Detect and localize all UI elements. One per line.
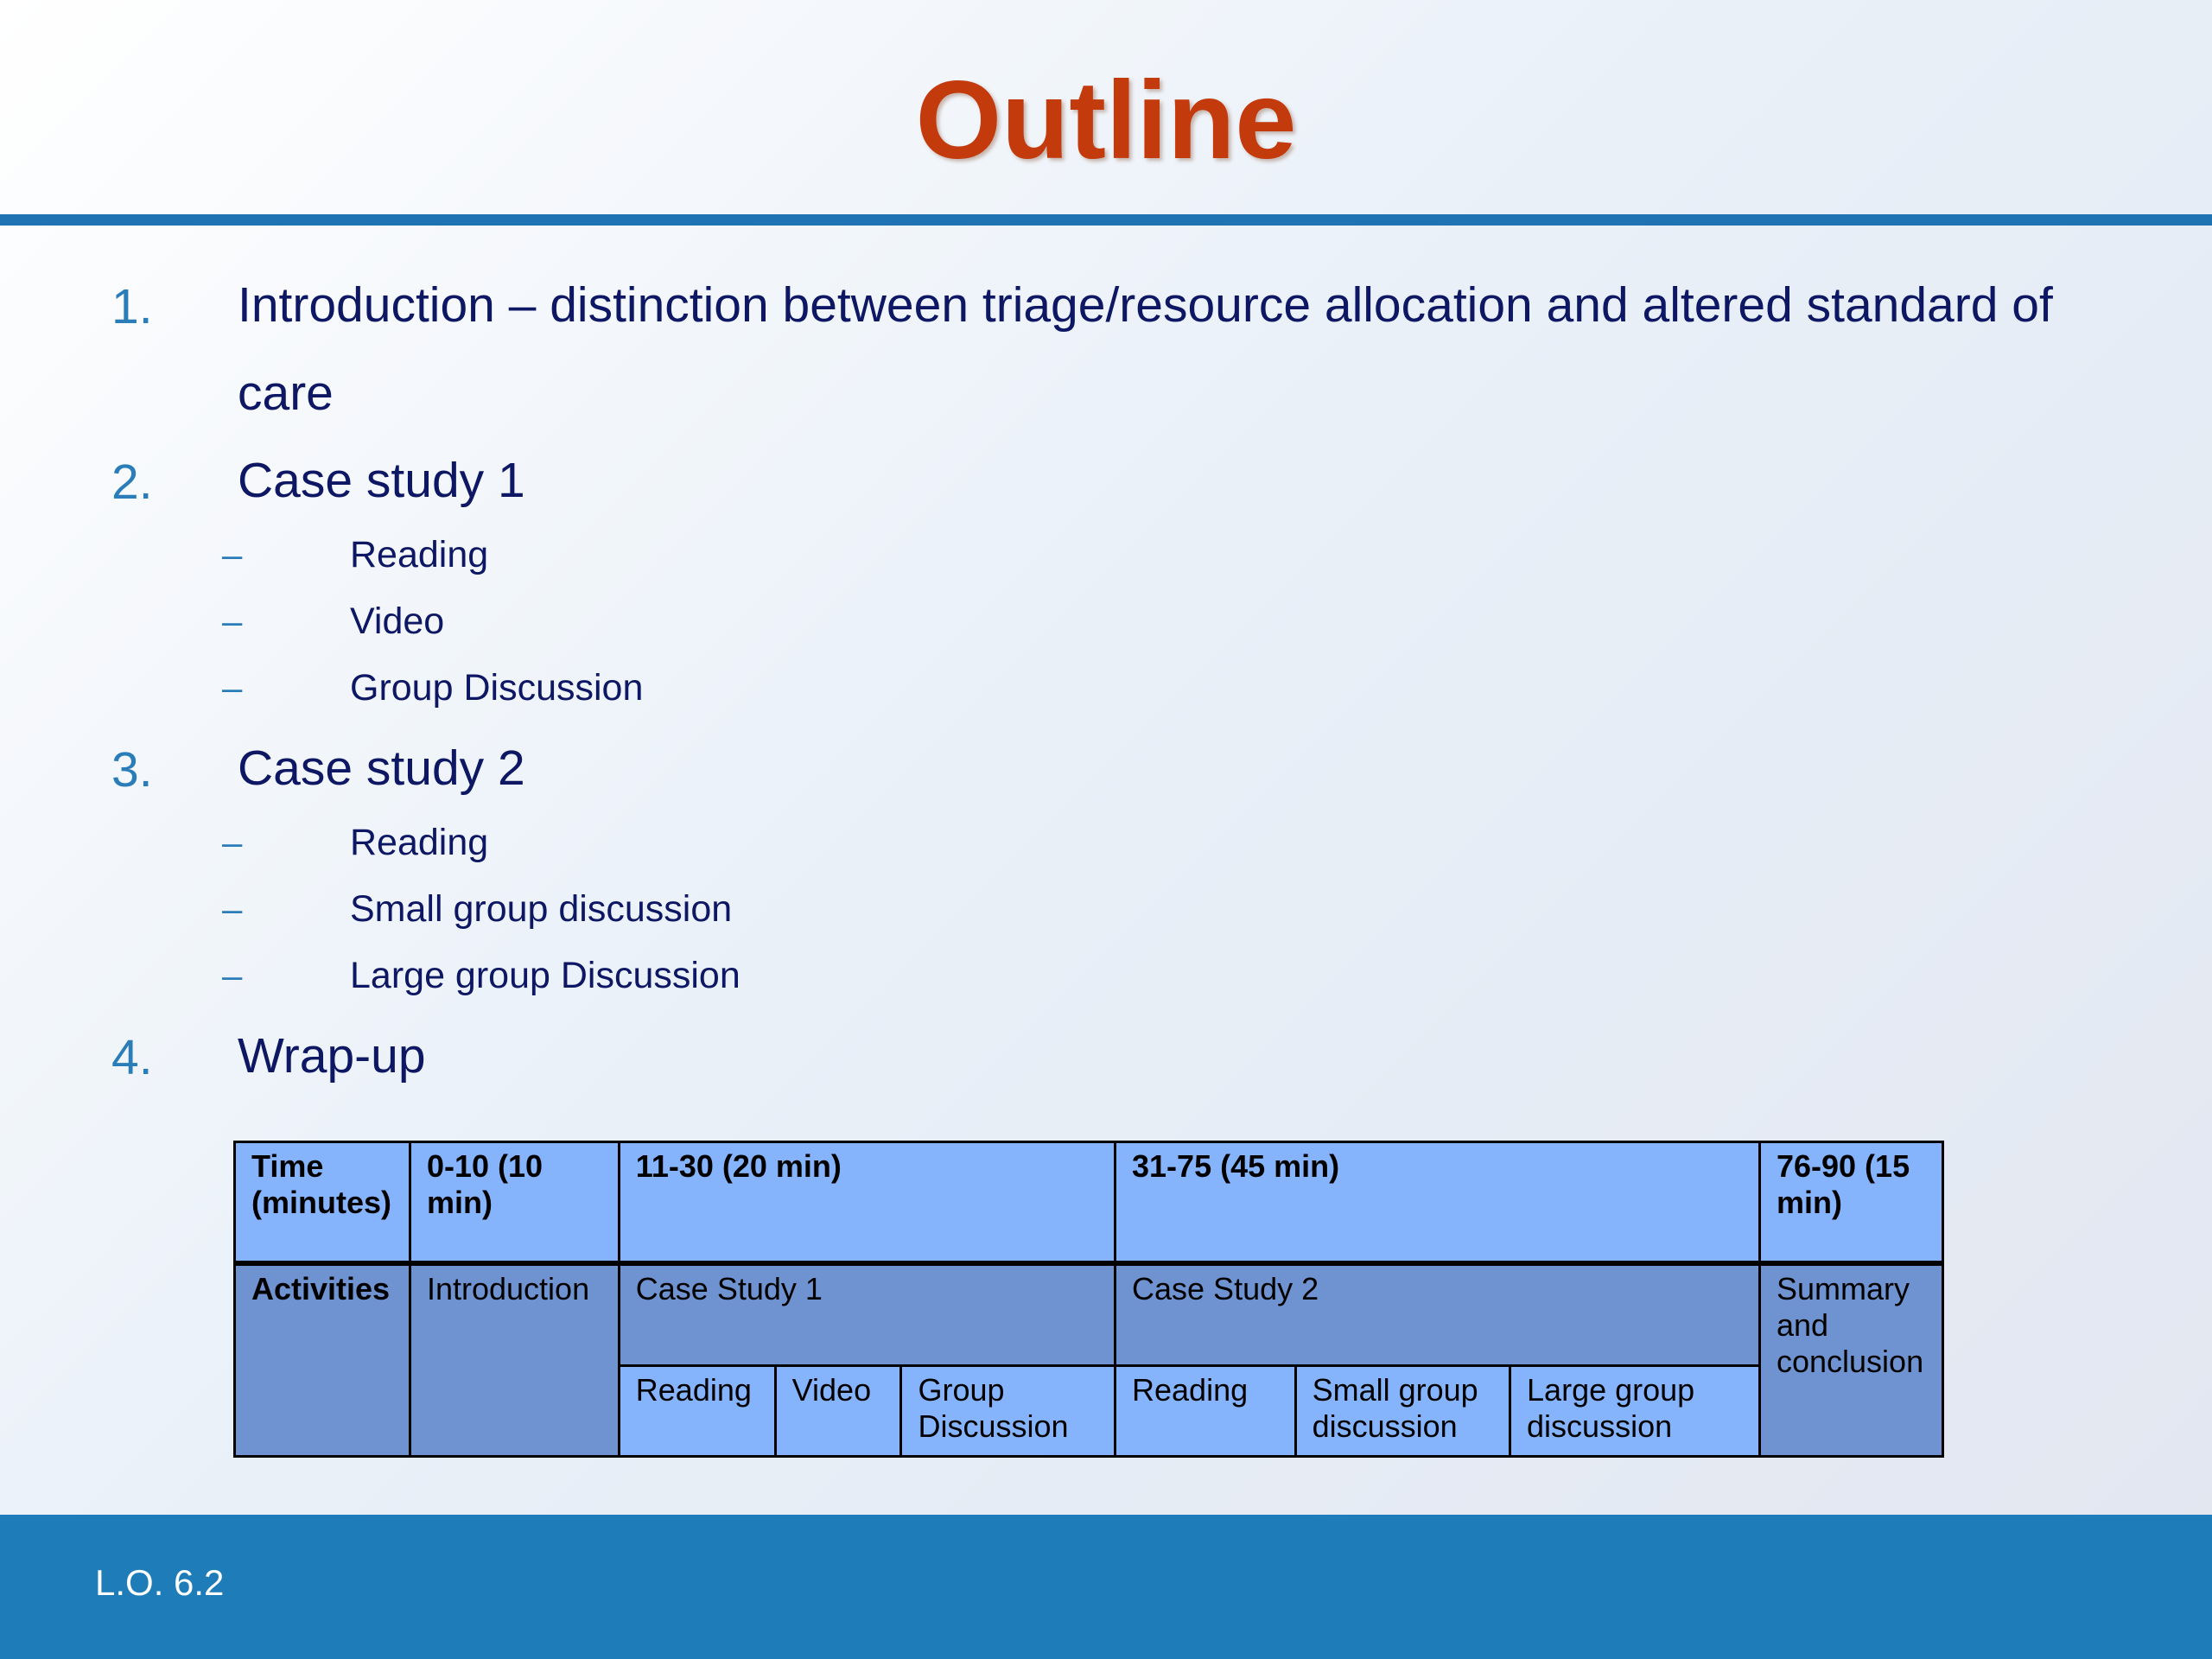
time-slot-cell: 0-10 (10 min) bbox=[410, 1142, 619, 1264]
subactivity-cell: Reading bbox=[619, 1365, 775, 1456]
subactivity-cell: Video bbox=[775, 1365, 901, 1456]
schedule-table bbox=[233, 1141, 1944, 1458]
outline-subitem-label: Small group discussion bbox=[350, 888, 733, 930]
outline-item-label: Introduction – distinction between triage/resource allocation and altered standard of care bbox=[238, 277, 2053, 421]
activity-cell: Case Study 2 bbox=[1116, 1263, 1760, 1365]
dash-marker: – bbox=[222, 955, 243, 995]
outline-item-label: Case study 2 bbox=[238, 741, 525, 796]
dash-marker: – bbox=[222, 822, 243, 862]
subactivity-cell: Large group discussion bbox=[1510, 1365, 1760, 1456]
dash-marker: – bbox=[222, 601, 243, 641]
schedule-activities-row bbox=[235, 1263, 1943, 1365]
footer-label: L.O. 6.2 bbox=[95, 1562, 225, 1603]
subactivity-cell: Group Discussion bbox=[901, 1365, 1116, 1456]
time-slot-cell: 76-90 (15 min) bbox=[1759, 1142, 1942, 1264]
slide-title: Outline bbox=[915, 59, 1297, 182]
subactivity-cell: Small group discussion bbox=[1295, 1365, 1510, 1456]
activity-cell: Case Study 1 bbox=[619, 1263, 1115, 1365]
outline-subitem-label: Reading bbox=[350, 534, 489, 575]
activity-cell: Introduction bbox=[410, 1263, 619, 1456]
outline-number: 3. bbox=[111, 742, 153, 798]
outline-number: 1. bbox=[111, 279, 153, 334]
footer-bar bbox=[0, 1515, 2212, 1659]
outline-number: 4. bbox=[111, 1030, 153, 1085]
subactivity-cell: Reading bbox=[1116, 1365, 1296, 1456]
outline-item-label: Case study 1 bbox=[238, 453, 525, 508]
outline-number: 2. bbox=[111, 454, 153, 510]
time-slot-cell: 11-30 (20 min) bbox=[619, 1142, 1115, 1264]
outline-subitem-label: Video bbox=[350, 601, 445, 642]
outline-subitem-label: Group Discussion bbox=[350, 667, 644, 709]
outline-subitem-label: Reading bbox=[350, 822, 489, 863]
outline-subitem-label: Large group Discussion bbox=[350, 955, 741, 996]
outline-item-label: Wrap-up bbox=[238, 1028, 426, 1084]
title-divider bbox=[0, 214, 2212, 226]
dash-marker: – bbox=[222, 888, 243, 929]
activity-cell: Summary and conclusion bbox=[1759, 1263, 1942, 1456]
time-label-cell: Time (minutes) bbox=[235, 1142, 410, 1264]
schedule-header-row bbox=[235, 1142, 1943, 1264]
activities-label-cell: Activities bbox=[235, 1263, 410, 1456]
time-slot-cell: 31-75 (45 min) bbox=[1116, 1142, 1760, 1264]
dash-marker: – bbox=[222, 667, 243, 708]
dash-marker: – bbox=[222, 534, 243, 575]
